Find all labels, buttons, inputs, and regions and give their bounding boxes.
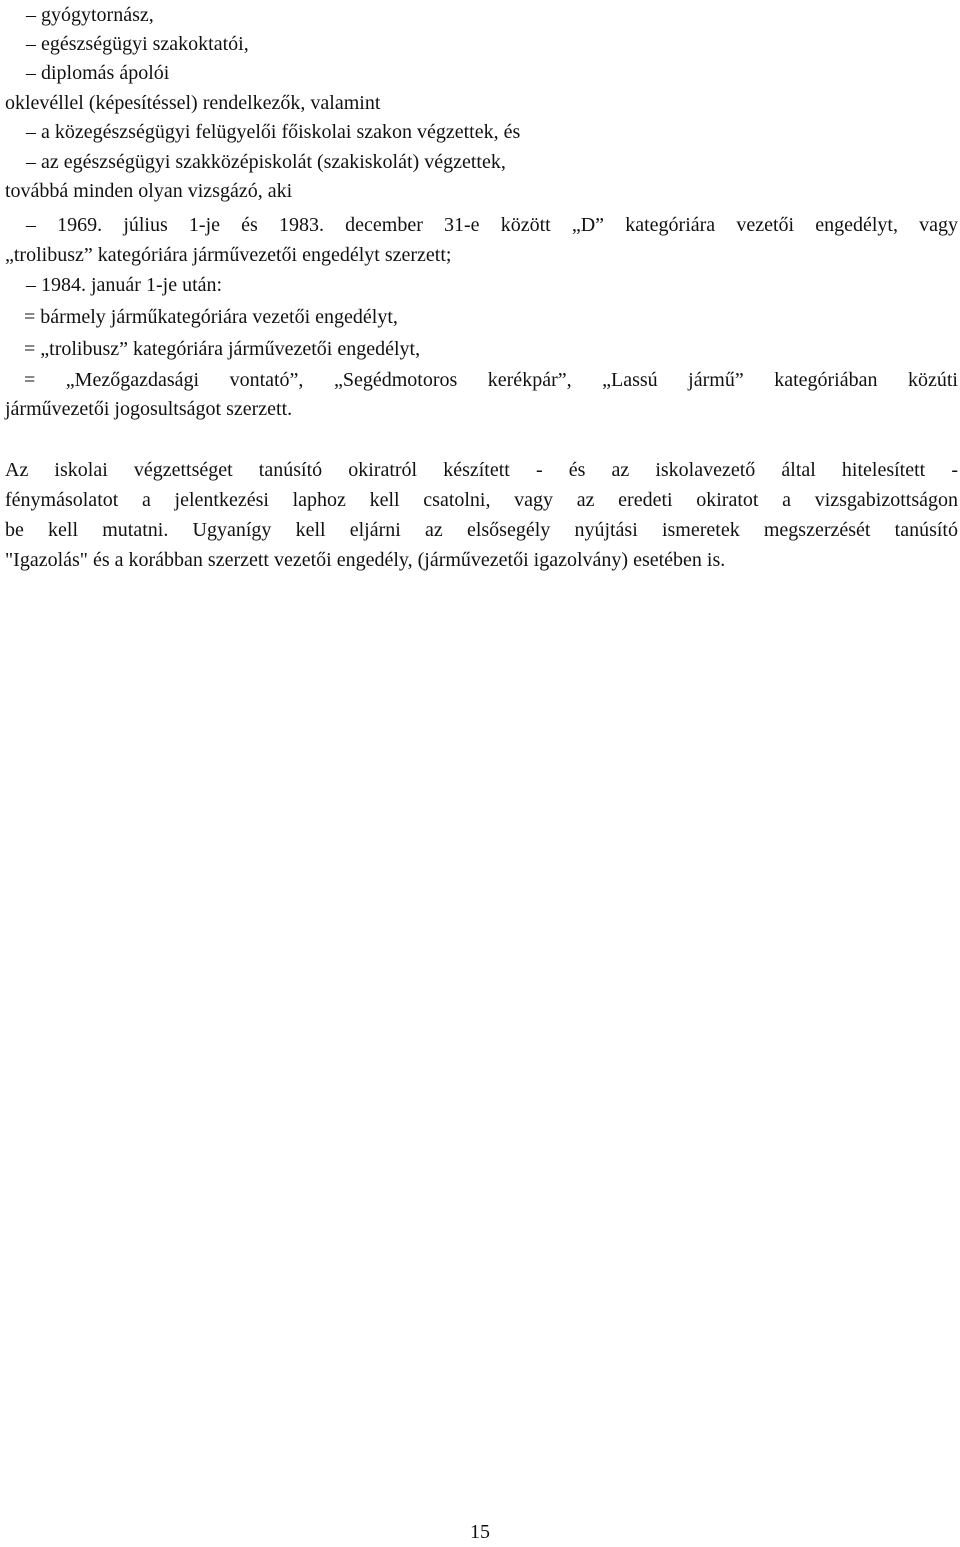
paragraph-line: "Igazolás" és a korábban szerzett vezetői engedély, (járművezetői igazolvány) esetében is.	[5, 549, 726, 571]
condition-1984: – 1984. január 1-je után:	[26, 274, 223, 296]
eq-item-mezogazdasagi-line1: = „Mezőgazdasági vontató”, „Segédmotoros kerékpár”, „Lassú jármű” kategóriában közúti	[24, 369, 958, 391]
eq-item-barmely: = bármely járműkategóriára vezetői engedélyt,	[24, 306, 398, 328]
page-number: 15	[470, 1521, 490, 1543]
list-item-diplomas-apoloi: – diplomás ápolói	[26, 62, 170, 84]
intro-line: oklevéllel (képesítéssel) rendelkezők, valamint	[5, 92, 381, 114]
list-item-szakoktatoi: – egészségügyi szakoktatói,	[26, 33, 249, 55]
list-item-gyogytornasz: – gyógytornász,	[26, 4, 154, 26]
paragraph-line: fénymásolatot a jelentkezési laphoz kell csatolni, vagy az eredeti okiratot a vizsgabizottságon	[5, 489, 958, 511]
condition-1969-line1: – 1969. július 1-je és 1983. december 31-e között „D” kategóriára vezetői engedélyt, vagy	[26, 214, 958, 236]
condition-1969-line2: „trolibusz” kategóriára járművezetői engedélyt szerzett;	[5, 244, 452, 266]
list-item-kozegeszsegugyi: – a közegészségügyi felügyelői főiskolai szakon végzettek, és	[26, 121, 521, 143]
paragraph-line: be kell mutatni. Ugyanígy kell eljárni az elsősegély nyújtási ismeretek megszerzését tanúsító	[5, 519, 958, 541]
further-line: továbbá minden olyan vizsgázó, aki	[5, 180, 293, 202]
eq-item-trolibusz: = „trolibusz” kategóriára járművezetői engedélyt,	[24, 338, 421, 360]
body-paragraph	[5, 455, 958, 575]
paragraph-line: Az iskolai végzettséget tanúsító okiratról készített - és az iskolavezető által hitelesített -	[5, 459, 958, 481]
eq-item-mezogazdasagi-line2: járművezetői jogosultságot szerzett.	[5, 398, 293, 420]
list-item-szakkozepiskola: – az egészségügyi szakközépiskolát (szakiskolát) végzettek,	[26, 151, 506, 173]
